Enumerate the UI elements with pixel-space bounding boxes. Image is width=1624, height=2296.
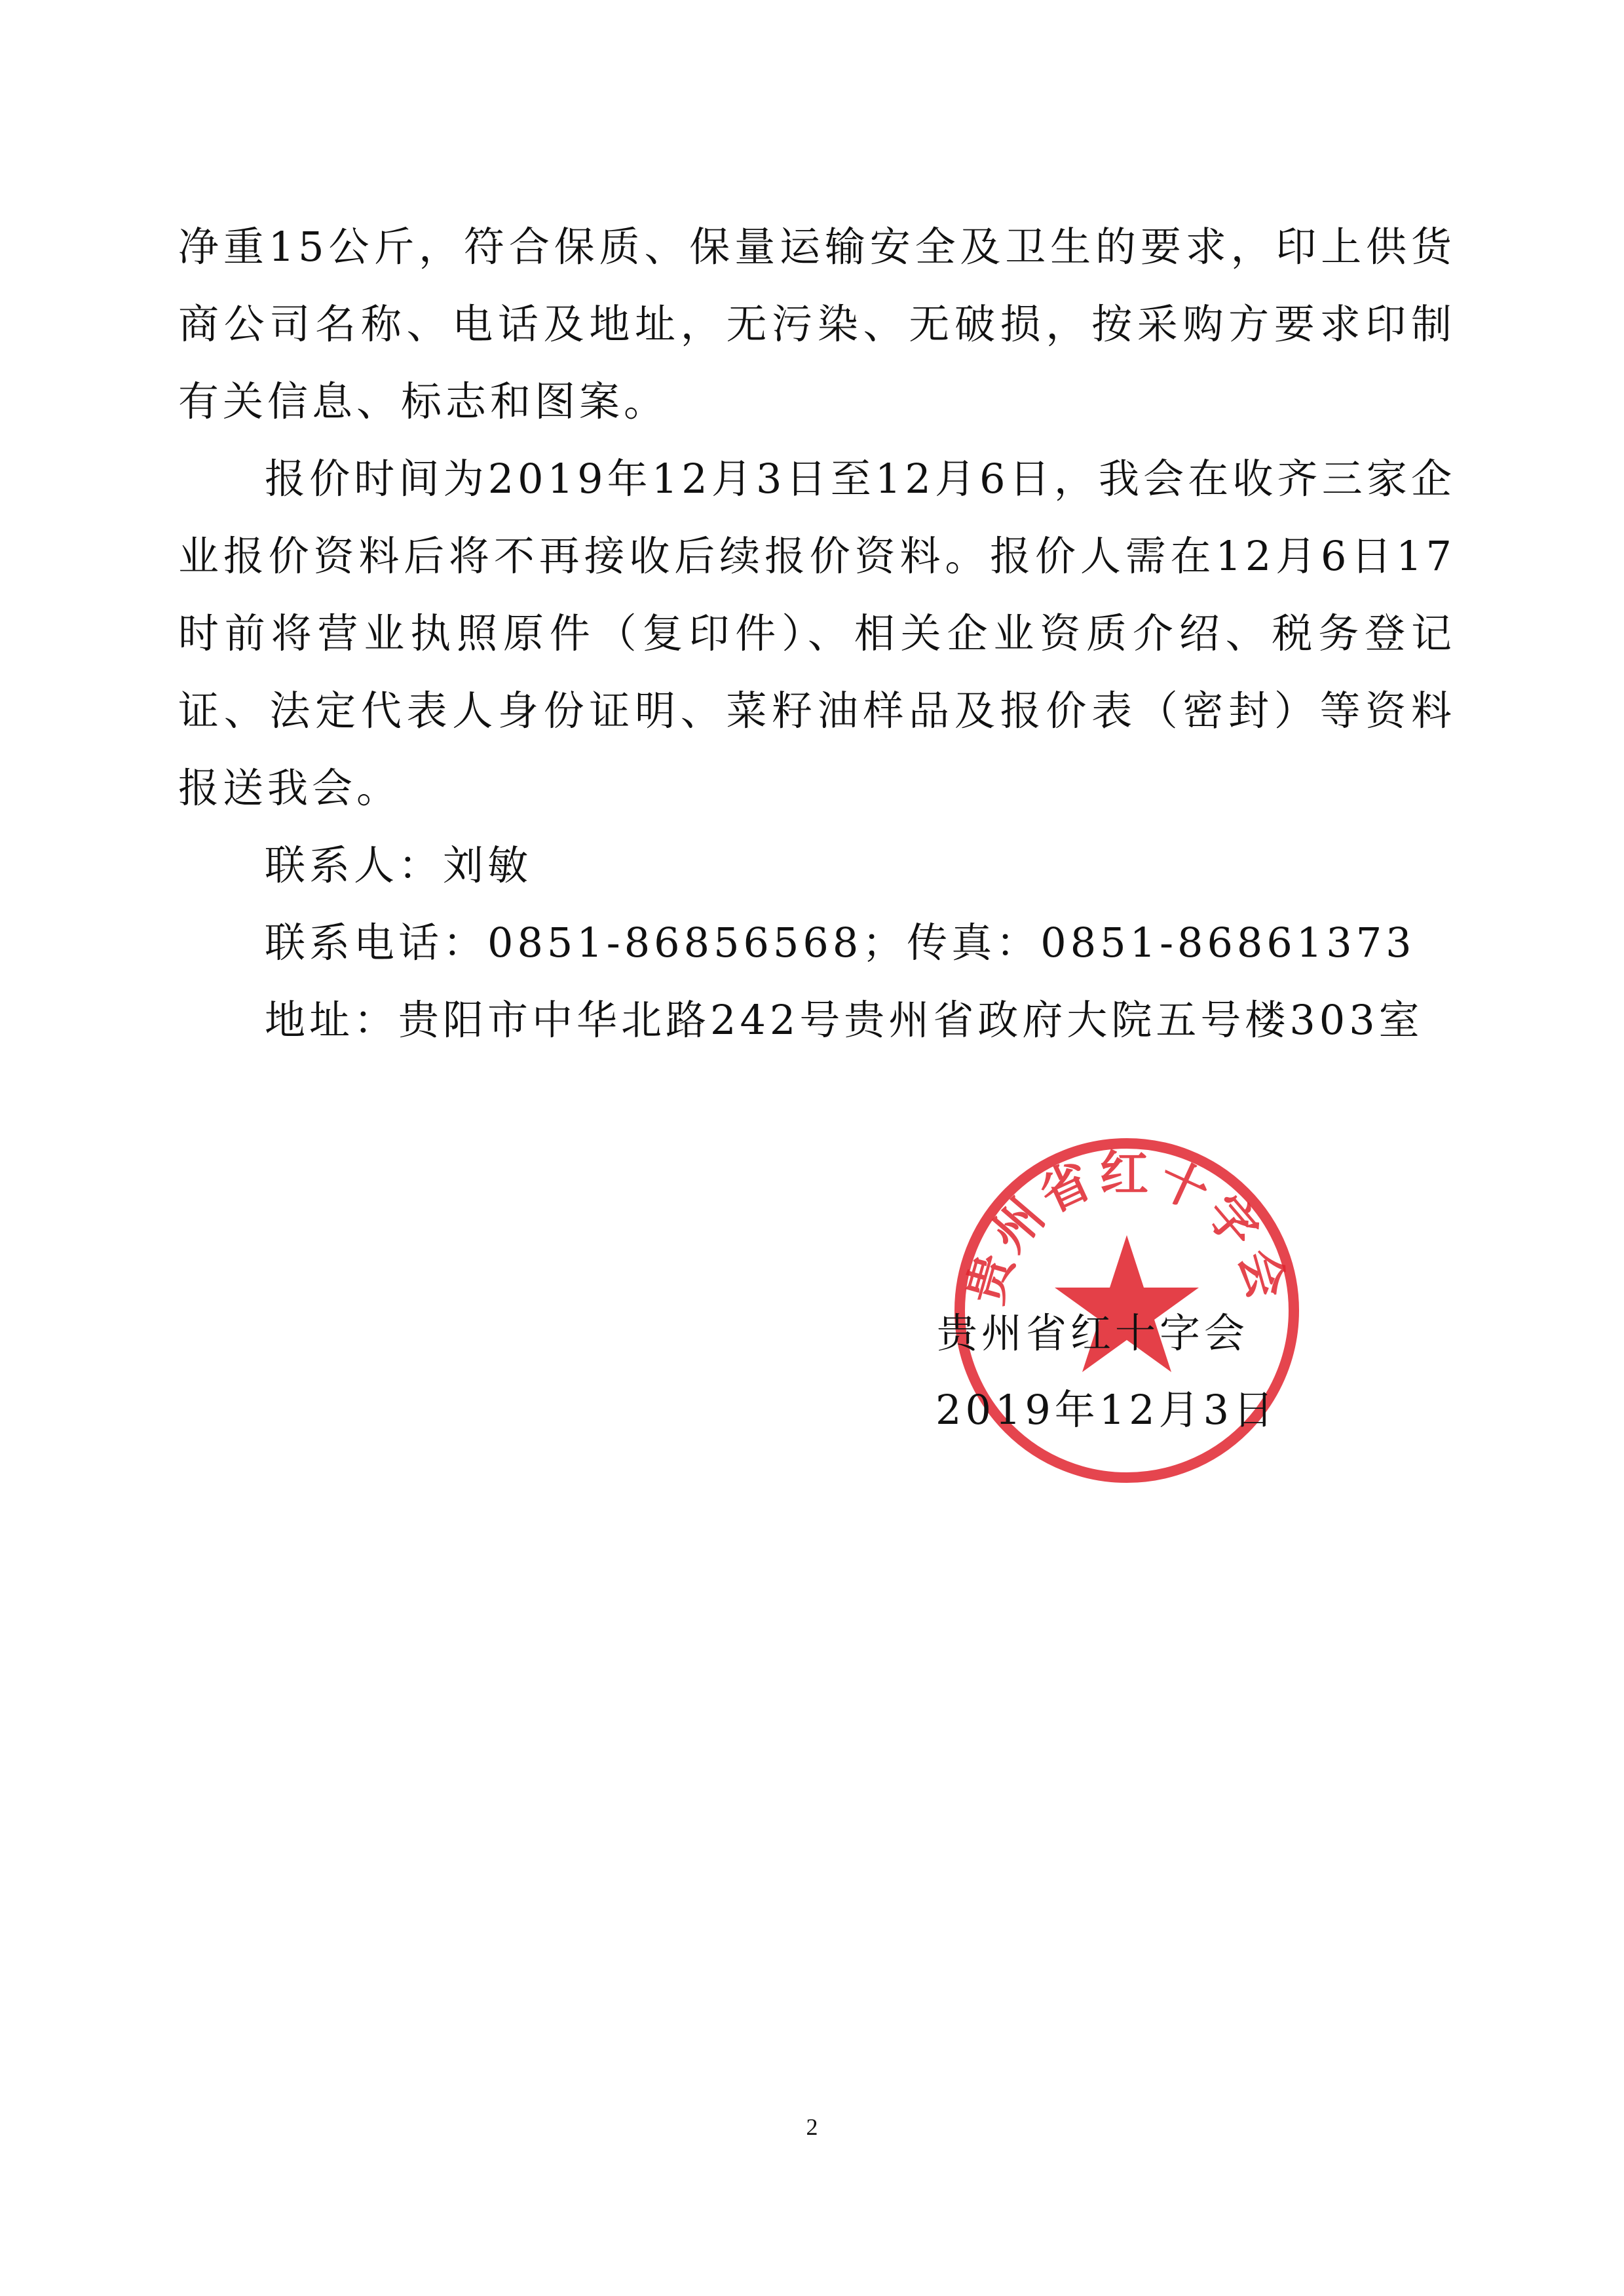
signature-organization: 贵州省红十字会 xyxy=(937,1309,1249,1357)
paragraph-quotation-time: 报价时间为2019年12月3日至12月6日，我会在收齐三家企业报价资料后将不再接收后续报价资料。报价人需在12月6日17时前将营业执照原件（复印件）、相关企业资质介绍、税务登记证、法定代表人身份证明、菜籽油样品及报价表（密封）等资料报送我会。 xyxy=(178,455,1456,812)
signature-date: 2019年12月3日 xyxy=(935,1386,1278,1434)
contact-address: 地址：贵阳市中华北路242号贵州省政府大院五号楼303室 xyxy=(265,996,1424,1044)
page-number: 2 xyxy=(806,2114,818,2140)
seal-text: 贵州省红十字会 xyxy=(956,1145,1297,1311)
paragraph-requirements: 净重15公斤，符合保质、保量运输安全及卫生的要求，印上供货商公司名称、电话及地址，无污染、无破损，按采购方要求印制有关信息、标志和图案。 xyxy=(178,223,1456,425)
contact-person: 联系人：刘敏 xyxy=(265,841,533,889)
contact-phone: 联系电话：0851-86856568；传真：0851-86861373 xyxy=(265,919,1416,966)
